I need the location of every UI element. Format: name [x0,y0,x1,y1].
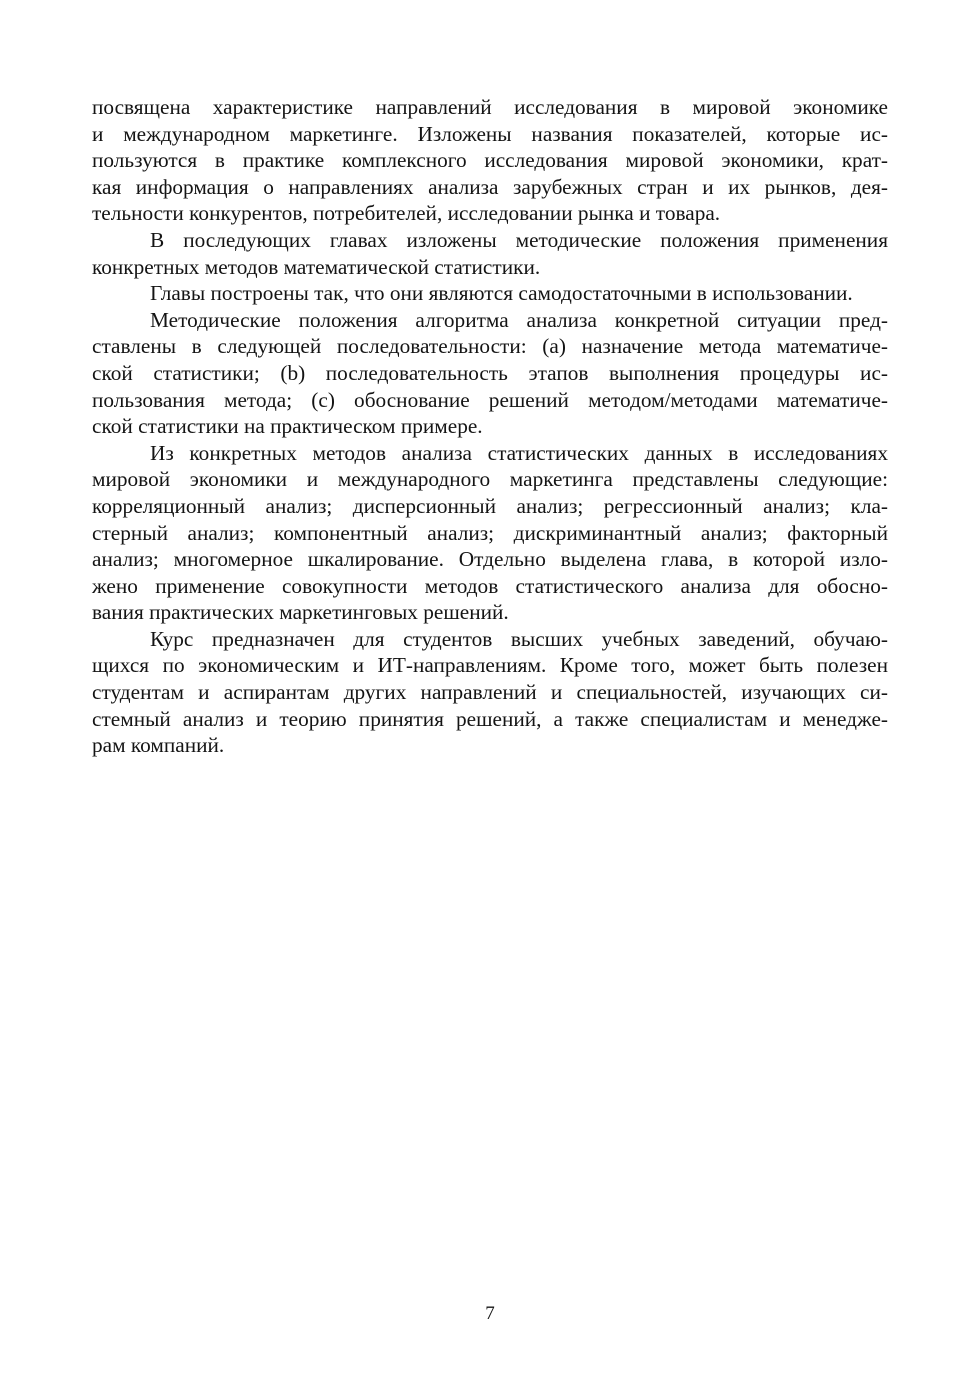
paragraph [92,94,888,227]
text-line: анализ; многомерное шкалирование. Отдельно выделена глава, в которой изло- [92,547,888,572]
text-line: кая информация о направлениях анализа зарубежных стран и их рынков, дея- [92,174,888,199]
text-line: стемный анализ и теорию принятия решений, а также специалистам и менедже- [92,706,888,731]
paragraph [92,227,888,280]
text-line: пользования метода; (c) обоснование решений методом/методами математиче- [92,387,888,412]
text-line: посвящена характеристике направлений исследования в мировой экономике [92,95,888,119]
text-line: ской статистики на практическом примере. [92,414,483,439]
text-line: вания практических маркетинговых решений. [92,600,509,625]
page-number: 7 [485,1303,495,1324]
text-line: корреляционный анализ; дисперсионный анализ; регрессионный анализ; кла- [92,493,888,518]
body-text [92,94,888,759]
paragraph [92,626,888,759]
text-line: Методические положения алгоритма анализа конкретной ситуации пред- [150,307,888,332]
text-line: Из конкретных методов анализа статистических данных в исследованиях [150,440,888,465]
paragraph [92,280,888,307]
text-line: мировой экономики и международного маркетинга представлены следующие: [92,467,888,492]
text-line: рам компаний. [92,733,225,758]
text-line: щихся по экономическим и ИТ-направлениям. Кроме того, может быть полезен [92,653,888,678]
text-line: тельности конкурентов, потребителей, исследовании рынка и товара. [92,201,721,226]
text-line: стерный анализ; компонентный анализ; дискриминантный анализ; факторный [92,520,888,545]
paragraph [92,307,888,440]
text-line: ской статистики; (b) последовательность этапов выполнения процедуры ис- [92,360,888,385]
text-line: ставлены в следующей последовательности: (a) назначение метода математиче- [92,334,888,359]
text-line: пользуются в практике комплексного исследования мировой экономики, крат- [92,148,888,173]
text-line: В последующих главах изложены методические положения применения [150,227,888,252]
text-line: студентам и аспирантам других направлений и специальностей, изучающих си- [92,680,888,705]
text-line: Курс предназначен для студентов высших учебных заведений, обучаю- [150,626,888,651]
text-line: жено применение совокупности методов статистического анализа для обосно- [92,573,888,598]
text-line: и международном маркетинге. Изложены названия показателей, которые ис- [92,121,888,146]
text-line: конкретных методов математической статистики. [92,254,541,279]
text-line: Главы построены так, что они являются самодостаточными в использовании. [150,281,853,306]
paragraph [92,440,888,626]
